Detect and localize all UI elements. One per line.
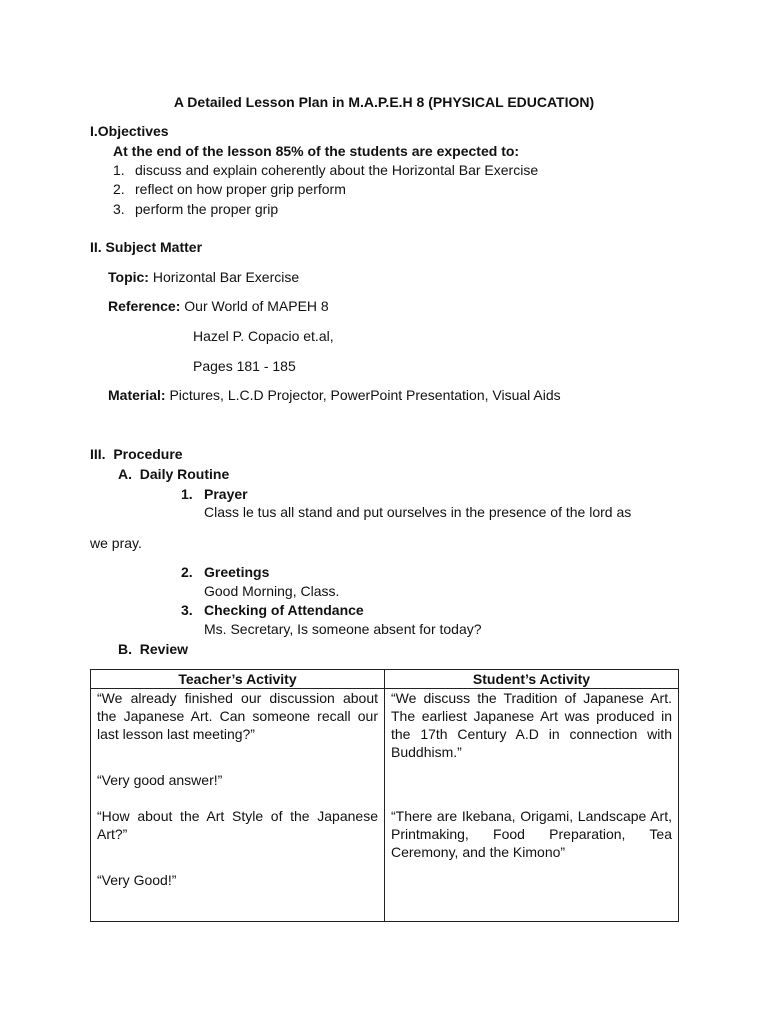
student-line-2: “There are Ikebana, Origami, Landscape Art, Printmaking, Food Preparation, Tea Ceremony, and the Kimono” xyxy=(391,808,672,860)
reference-line-3: Pages 181 - 185 xyxy=(193,358,296,374)
objectives-heading: I.Objectives xyxy=(90,123,169,139)
reference-line xyxy=(108,297,329,315)
objective-text-2: reflect on how proper grip perform xyxy=(135,181,346,197)
student-activity-header: Student’s Activity xyxy=(385,670,679,689)
prayer-label: Prayer xyxy=(204,486,248,502)
subject-matter-heading: II. Subject Matter xyxy=(90,239,203,255)
reference-label: Reference: xyxy=(108,298,181,314)
page-title: A Detailed Lesson Plan in M.A.P.E.H 8 (PHYSICAL EDUCATION) xyxy=(173,94,595,110)
attendance-number: 3. xyxy=(181,602,193,618)
topic-label: Topic: xyxy=(108,269,149,285)
objective-number-3: 3. xyxy=(113,201,125,217)
teacher-line-1: “We already finished our discussion about the Japanese Art. Can someone recall our last lesson last meeting?” xyxy=(97,690,378,742)
material-line xyxy=(108,386,561,404)
attendance-label: Checking of Attendance xyxy=(204,602,364,618)
greetings-number: 2. xyxy=(181,564,193,580)
procedure-heading: III. Procedure xyxy=(90,446,183,462)
daily-routine-heading: A. Daily Routine xyxy=(118,466,230,482)
material-value: Pictures, L.C.D Projector, PowerPoint Presentation, Visual Aids xyxy=(169,387,561,403)
review-table xyxy=(90,669,679,922)
objective-text-3: perform the proper grip xyxy=(135,201,279,217)
reference-line-1: Our World of MAPEH 8 xyxy=(184,298,329,314)
teacher-activity-header: Teacher’s Activity xyxy=(91,670,385,689)
teacher-line-3: “How about the Art Style of the Japanese Art?” xyxy=(97,808,378,842)
objective-number-1: 1. xyxy=(113,162,125,178)
objectives-intro: At the end of the lesson 85% of the students are expected to: xyxy=(113,143,520,159)
greetings-text: Good Morning, Class. xyxy=(204,583,340,599)
reference-line-2: Hazel P. Copacio et.al, xyxy=(193,328,334,344)
review-heading: B. Review xyxy=(118,641,189,657)
student-line-1: “We discuss the Tradition of Japanese Art. The earliest Japanese Art was produced in the 17th Century A.D in connection with Buddhism.” xyxy=(391,690,672,760)
greetings-label: Greetings xyxy=(204,564,270,580)
prayer-number: 1. xyxy=(181,486,193,502)
student-activity-cell xyxy=(385,689,679,922)
review-table-header-row xyxy=(91,670,679,689)
prayer-text-line-2: we pray. xyxy=(90,535,142,551)
review-table-row xyxy=(91,689,679,922)
objective-text-1: discuss and explain coherently about the Horizontal Bar Exercise xyxy=(135,162,539,178)
topic-value: Horizontal Bar Exercise xyxy=(152,269,300,285)
attendance-text: Ms. Secretary, Is someone absent for today? xyxy=(204,621,482,637)
material-label: Material: xyxy=(108,387,166,403)
prayer-text-line-1: Class le tus all stand and put ourselves in the presence of the lord as xyxy=(204,504,632,520)
teacher-line-4: “Very Good!” xyxy=(97,872,177,888)
teacher-activity-cell xyxy=(91,689,385,922)
objective-number-2: 2. xyxy=(113,181,125,197)
topic-line xyxy=(108,268,299,286)
teacher-line-2: “Very good answer!” xyxy=(97,772,223,788)
